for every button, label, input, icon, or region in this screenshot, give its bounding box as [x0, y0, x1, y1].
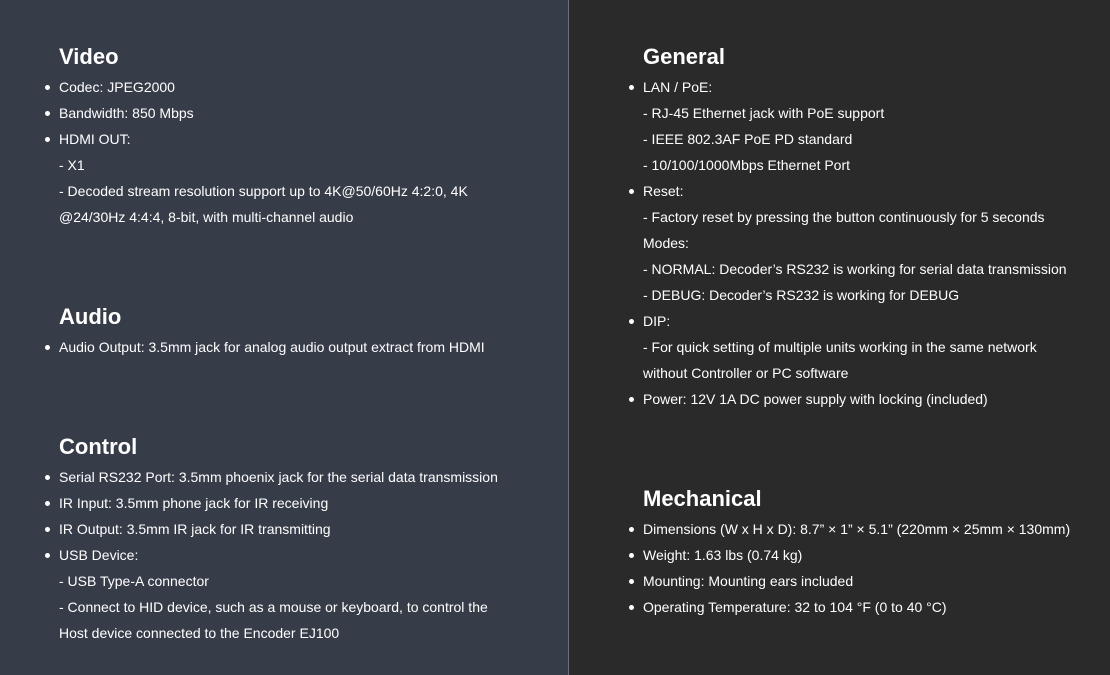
- list-item-text: Operating Temperature: 32 to 104 °F (0 to 40 °C): [643, 599, 947, 615]
- list-item: [59, 490, 498, 516]
- list-item-text: - USB Type-A connector: [59, 573, 209, 589]
- control-heading: Control: [59, 434, 138, 459]
- list-item: [59, 74, 468, 100]
- list-item-text: - Connect to HID device, such as a mouse or keyboard, to control the: [59, 599, 488, 615]
- mechanical-section: [643, 486, 1070, 620]
- list-item: [643, 178, 1067, 204]
- list-item: [643, 568, 1070, 594]
- list-item-continuation: [643, 126, 1067, 152]
- general-section: [643, 44, 1067, 412]
- list-item: [643, 386, 1067, 412]
- list-item-text: - Decoded stream resolution support up to 4K@50/60Hz 4:2:0, 4K: [59, 183, 468, 199]
- list-item-continuation: [643, 100, 1067, 126]
- list-item-text: Power: 12V 1A DC power supply with locking (included): [643, 391, 988, 407]
- list-item: [59, 126, 468, 152]
- list-item-text: DIP:: [643, 313, 671, 329]
- list-item-text: Bandwidth: 850 Mbps: [59, 105, 194, 121]
- list-item-text: @24/30Hz 4:4:4, 8-bit, with multi-channel audio: [59, 209, 354, 225]
- list-item-text: - NORMAL: Decoder’s RS232 is working for serial data transmission: [643, 261, 1067, 277]
- list-item-continuation: [643, 282, 1067, 308]
- list-item-text: - Factory reset by pressing the button continuously for 5 seconds: [643, 209, 1045, 225]
- list-item-text: - X1: [59, 157, 85, 173]
- control-section: [59, 434, 498, 646]
- list-item-text: IR Input: 3.5mm phone jack for IR receiving: [59, 495, 329, 511]
- video-section: [59, 44, 468, 230]
- list-item-continuation: [643, 204, 1067, 230]
- video-heading: Video: [59, 44, 119, 69]
- list-item: [643, 594, 1070, 620]
- control-list: [59, 464, 498, 646]
- list-item-text: Audio Output: 3.5mm jack for analog audio output extract from HDMI: [59, 339, 485, 355]
- list-item-text: - DEBUG: Decoder’s RS232 is working for DEBUG: [643, 287, 960, 303]
- list-item-text: Dimensions (W x H x D): 8.7” × 1” × 5.1” (220mm × 25mm × 130mm): [643, 521, 1071, 537]
- list-item: [59, 334, 485, 360]
- list-item-text: Reset:: [643, 183, 684, 199]
- list-item-continuation: [643, 360, 1067, 386]
- list-item-text: USB Device:: [59, 547, 139, 563]
- list-item-continuation: [59, 594, 498, 620]
- list-item-text: HDMI OUT:: [59, 131, 131, 147]
- list-item: [643, 542, 1070, 568]
- audio-section: [59, 304, 485, 360]
- list-item-continuation: [643, 230, 1067, 256]
- list-item-text: - For quick setting of multiple units working in the same network: [643, 339, 1037, 355]
- list-item-text: Host device connected to the Encoder EJ100: [59, 625, 340, 641]
- list-item-text: Codec: JPEG2000: [59, 79, 175, 95]
- list-item-text: - IEEE 802.3AF PoE PD standard: [643, 131, 853, 147]
- list-item-text: LAN / PoE:: [643, 79, 713, 95]
- list-item-text: Mounting: Mounting ears included: [643, 573, 854, 589]
- audio-heading: Audio: [59, 304, 122, 329]
- video-list: [59, 74, 468, 230]
- mechanical-list: [643, 516, 1070, 620]
- mechanical-heading: Mechanical: [643, 486, 762, 511]
- list-item-text: without Controller or PC software: [643, 365, 849, 381]
- list-item-text: Weight: 1.63 lbs (0.74 kg): [643, 547, 803, 563]
- list-item-text: - RJ-45 Ethernet jack with PoE support: [643, 105, 885, 121]
- list-item-text: Serial RS232 Port: 3.5mm phoenix jack for the serial data transmission: [59, 469, 498, 485]
- general-heading: General: [643, 44, 725, 69]
- general-list: [643, 74, 1067, 412]
- list-item-text: Modes:: [643, 235, 689, 251]
- list-item-continuation: [643, 334, 1067, 360]
- list-item-continuation: [643, 256, 1067, 282]
- list-item: [643, 308, 1067, 334]
- list-item: [59, 516, 498, 542]
- list-item: [59, 100, 468, 126]
- list-item: [643, 74, 1067, 100]
- list-item-continuation: [59, 568, 498, 594]
- list-item-continuation: [643, 152, 1067, 178]
- list-item-continuation: [59, 178, 468, 204]
- audio-list: [59, 334, 485, 360]
- list-item-text: - 10/100/1000Mbps Ethernet Port: [643, 157, 851, 173]
- list-item: [59, 464, 498, 490]
- list-item-text: IR Output: 3.5mm IR jack for IR transmitting: [59, 521, 331, 537]
- list-item: [643, 516, 1070, 542]
- list-item-continuation: [59, 152, 468, 178]
- list-item-continuation: [59, 204, 468, 230]
- list-item: [59, 542, 498, 568]
- list-item-continuation: [59, 620, 498, 646]
